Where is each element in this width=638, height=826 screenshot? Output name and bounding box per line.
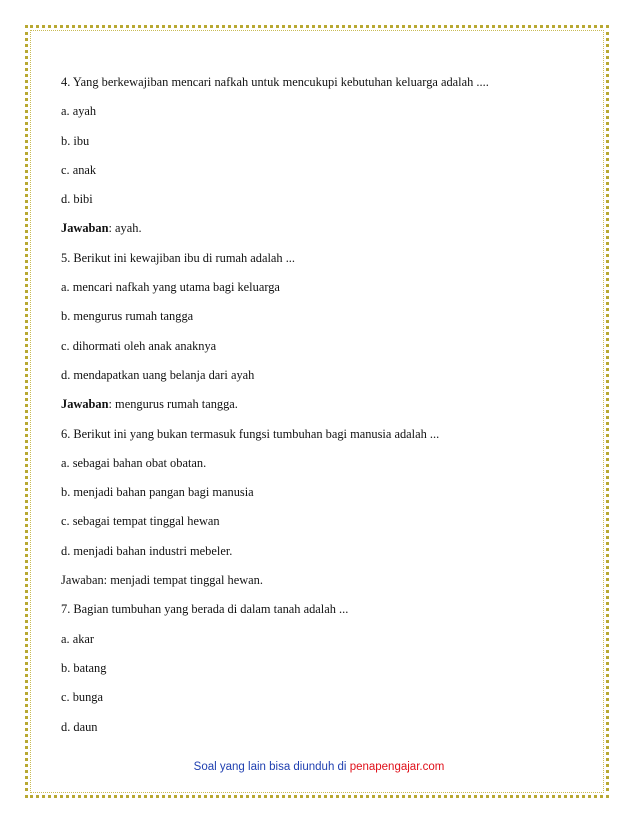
option-7b: [61, 661, 581, 690]
option-7c: [61, 690, 581, 719]
option-4a: [61, 104, 581, 133]
option-5a: [61, 280, 581, 309]
answer-5: [61, 397, 581, 426]
question-7-text: 7. Bagian tumbuhan yang berada di dalam tanah adalah ...: [61, 602, 349, 617]
option-5a-text: a. mencari nafkah yang utama bagi keluarga: [61, 280, 280, 295]
footer-note: [0, 761, 638, 773]
document-body: [61, 75, 581, 749]
option-4d-text: d. bibi: [61, 192, 93, 207]
option-4c-text: c. anak: [61, 162, 97, 177]
answer-4: [61, 221, 581, 250]
answer-6: [61, 573, 581, 602]
option-7b-text: b. batang: [61, 660, 107, 675]
option-5d-text: d. mendapatkan uang belanja dari ayah: [61, 367, 255, 382]
option-5b-text: b. mengurus rumah tangga: [61, 309, 194, 324]
question-4-text: 4. Yang berkewajiban mencari nafkah untuk mencukupi kebutuhan keluarga adalah ....: [61, 75, 489, 89]
option-6b-text: b. menjadi bahan pangan bagi manusia: [61, 485, 254, 500]
option-7a-text: a. akar: [61, 631, 95, 646]
option-6a: [61, 456, 581, 485]
option-7c-text: c. bunga: [61, 690, 103, 705]
footer-site-link[interactable]: penapengajar.com: [349, 761, 445, 773]
option-7d-text: d. daun: [61, 719, 98, 734]
option-6d: [61, 544, 581, 573]
question-6-text: 6. Berikut ini yang bukan termasuk fungsi tumbuhan bagi manusia adalah ...: [61, 426, 440, 441]
answer-4-text: : ayah.: [108, 221, 142, 236]
question-7: [61, 602, 581, 631]
option-5d: [61, 368, 581, 397]
option-7a: [61, 632, 581, 661]
option-6c: [61, 514, 581, 543]
option-6b: [61, 485, 581, 514]
question-6: [61, 427, 581, 456]
option-5c-text: c. dihormati oleh anak anaknya: [61, 338, 217, 353]
question-5: [61, 251, 581, 280]
option-6d-text: d. menjadi bahan industri mebeler.: [61, 543, 233, 558]
option-4b-text: b. ibu: [61, 133, 90, 148]
option-6c-text: c. sebagai tempat tinggal hewan: [61, 514, 220, 529]
option-4c: [61, 163, 581, 192]
option-4d: [61, 192, 581, 221]
option-7d: [61, 720, 581, 749]
question-4: [61, 75, 581, 104]
option-5c: [61, 339, 581, 368]
answer-6-text: Jawaban: menjadi tempat tinggal hewan.: [61, 573, 263, 588]
option-5b: [61, 309, 581, 338]
option-4a-text: a. ayah: [61, 104, 97, 119]
option-6a-text: a. sebagai bahan obat obatan.: [61, 455, 207, 470]
answer-5-label: Jawaban: [61, 397, 109, 412]
answer-5-text: : mengurus rumah tangga.: [108, 397, 238, 412]
footer-lead-text: Soal yang lain bisa diunduh di: [193, 761, 350, 773]
answer-4-label: Jawaban: [61, 221, 109, 236]
question-5-text: 5. Berikut ini kewajiban ibu di rumah adalah ...: [61, 250, 295, 265]
option-4b: [61, 134, 581, 163]
